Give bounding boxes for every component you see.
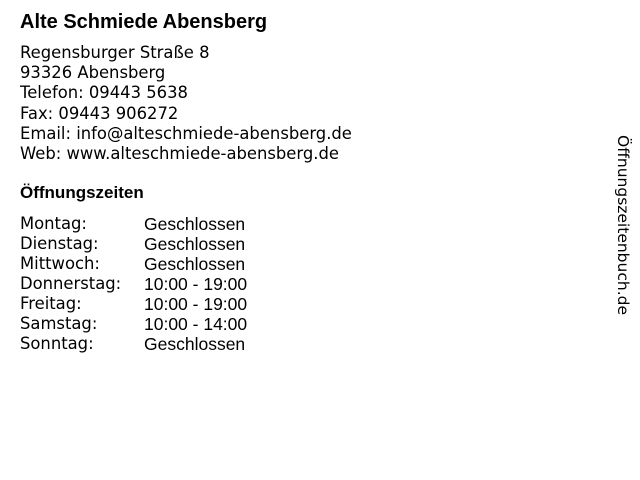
- address-city: 93326 Abensberg: [20, 63, 166, 83]
- day-label: Dienstag:: [20, 234, 99, 253]
- contact-info: [20, 43, 352, 164]
- fax-number: Fax: 09443 906272: [20, 103, 179, 123]
- hours-value: Geschlossen: [144, 254, 246, 274]
- website-address: Web: www.alteschmiede-abensberg.de: [20, 144, 339, 164]
- hours-value: 10:00 - 14:00: [144, 314, 248, 334]
- day-label: Montag:: [20, 214, 87, 233]
- business-name: Alte Schmiede Abensberg: [20, 11, 268, 33]
- day-label: Mittwoch:: [20, 254, 100, 273]
- day-label: Donnerstag:: [20, 274, 122, 293]
- opening-hours-heading: Öffnungszeiten: [20, 183, 144, 202]
- hours-value: Geschlossen: [144, 214, 246, 234]
- hours-value: 10:00 - 19:00: [144, 294, 248, 314]
- day-label: Samstag:: [20, 314, 98, 333]
- day-label: Sonntag:: [20, 334, 94, 353]
- hours-value: Geschlossen: [144, 334, 246, 354]
- address-street: Regensburger Straße 8: [20, 43, 210, 62]
- email-address: Email: info@alteschmiede-abensberg.de: [20, 123, 352, 143]
- hours-value: Geschlossen: [144, 234, 246, 254]
- site-brand-vertical: Öffnungszeitenbuch.de: [614, 135, 632, 315]
- day-label: Freitag:: [20, 294, 82, 313]
- hours-value: 10:00 - 19:00: [144, 274, 248, 294]
- phone-number: Telefon: 09443 5638: [20, 83, 188, 103]
